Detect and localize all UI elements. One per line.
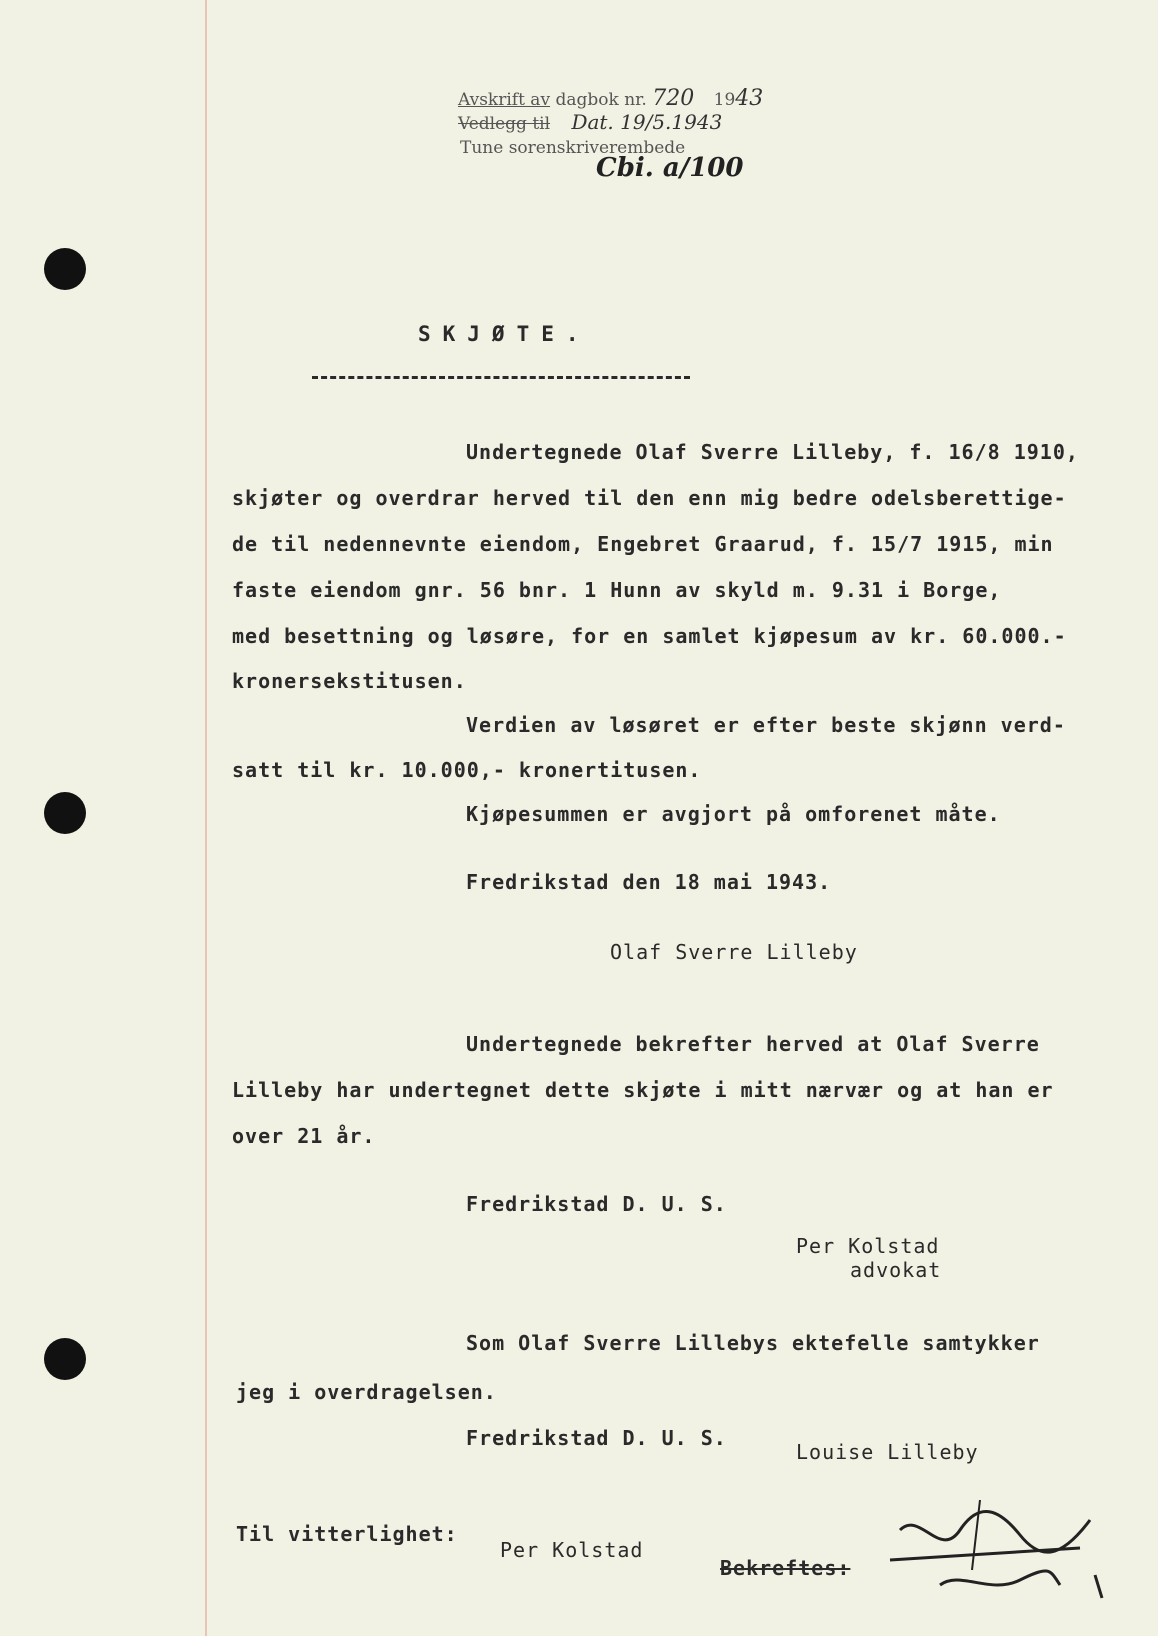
stamp-line-2 bbox=[458, 112, 722, 135]
paragraph-line: Som Olaf Sverre Lillebys ektefelle samtykker bbox=[466, 1331, 1040, 1355]
paragraph-line: Undertegnede Olaf Sverre Lilleby, f. 16/8 1910, bbox=[466, 440, 1079, 464]
spouse-signature: Louise Lilleby bbox=[796, 1440, 979, 1464]
stamp-reference-hand: Cbi. a/100 bbox=[596, 153, 744, 183]
witness-name-2: Per Kolstad bbox=[500, 1538, 644, 1562]
punch-hole bbox=[44, 792, 86, 834]
punch-hole bbox=[44, 1338, 86, 1380]
stamp-date-hand: Dat. 19/5.1943 bbox=[571, 110, 723, 134]
paragraph-line: de til nedennevnte eiendom, Engebret Graarud, f. 15/7 1915, min bbox=[232, 532, 1054, 556]
paragraph-line: Lilleby har undertegnet dette skjøte i mitt nærvær og at han er bbox=[232, 1078, 1054, 1102]
witness-label: Til vitterlighet: bbox=[236, 1522, 458, 1546]
stamp-court-name: Tune sorenskriverembede bbox=[460, 138, 686, 158]
punch-hole bbox=[44, 248, 86, 290]
paragraph-line: jeg i overdragelsen. bbox=[236, 1380, 497, 1404]
paragraph-line: Verdien av løsøret er efter beste skjønn verd- bbox=[466, 713, 1066, 737]
paragraph-line: over 21 år. bbox=[232, 1124, 376, 1148]
place-dus: Fredrikstad D. U. S. bbox=[466, 1426, 727, 1450]
paragraph-line: faste eiendom gnr. 56 bnr. 1 Hunn av skyld m. 9.31 i Borge, bbox=[232, 578, 1002, 602]
stamp-dagbok: dagbok nr. bbox=[555, 90, 647, 110]
paragraph-line: med besettning og løsøre, for en samlet kjøpesum av kr. 60.000.- bbox=[232, 624, 1067, 648]
paragraph-line: satt til kr. 10.000,- kronertitusen. bbox=[232, 758, 702, 782]
stamp-struck-text: Vedlegg til bbox=[458, 114, 551, 134]
stamp-year: 43 bbox=[735, 86, 764, 111]
paragraph-line: kronersekstitusen. bbox=[232, 669, 467, 693]
witness-name: Per Kolstad bbox=[796, 1234, 940, 1258]
witness-title: advokat bbox=[850, 1258, 942, 1282]
bekreftes-struck: Bekreftes: bbox=[720, 1556, 851, 1580]
seller-signature: Olaf Sverre Lilleby bbox=[610, 940, 858, 964]
stamp-line-1 bbox=[458, 88, 763, 111]
handwritten-signature bbox=[880, 1500, 1120, 1610]
paragraph-line: skjøter og overdrar herved til den enn mig bedre odelsberettige- bbox=[232, 486, 1067, 510]
stamp-number: 720 bbox=[652, 86, 695, 111]
paragraph-line: Undertegnede bekrefter herved at Olaf Sverre bbox=[466, 1032, 1040, 1056]
stamp-prefix: Avskrift av bbox=[458, 90, 551, 110]
document-title: SKJØTE. bbox=[418, 322, 591, 346]
place-dus: Fredrikstad D. U. S. bbox=[466, 1192, 727, 1216]
stamp-year-prefix: 19 bbox=[713, 90, 736, 110]
margin-line bbox=[205, 0, 207, 1636]
paragraph-line: Kjøpesummen er avgjort på omforenet måte. bbox=[466, 802, 1001, 826]
place-and-date: Fredrikstad den 18 mai 1943. bbox=[466, 870, 832, 894]
title-underline bbox=[312, 376, 690, 379]
